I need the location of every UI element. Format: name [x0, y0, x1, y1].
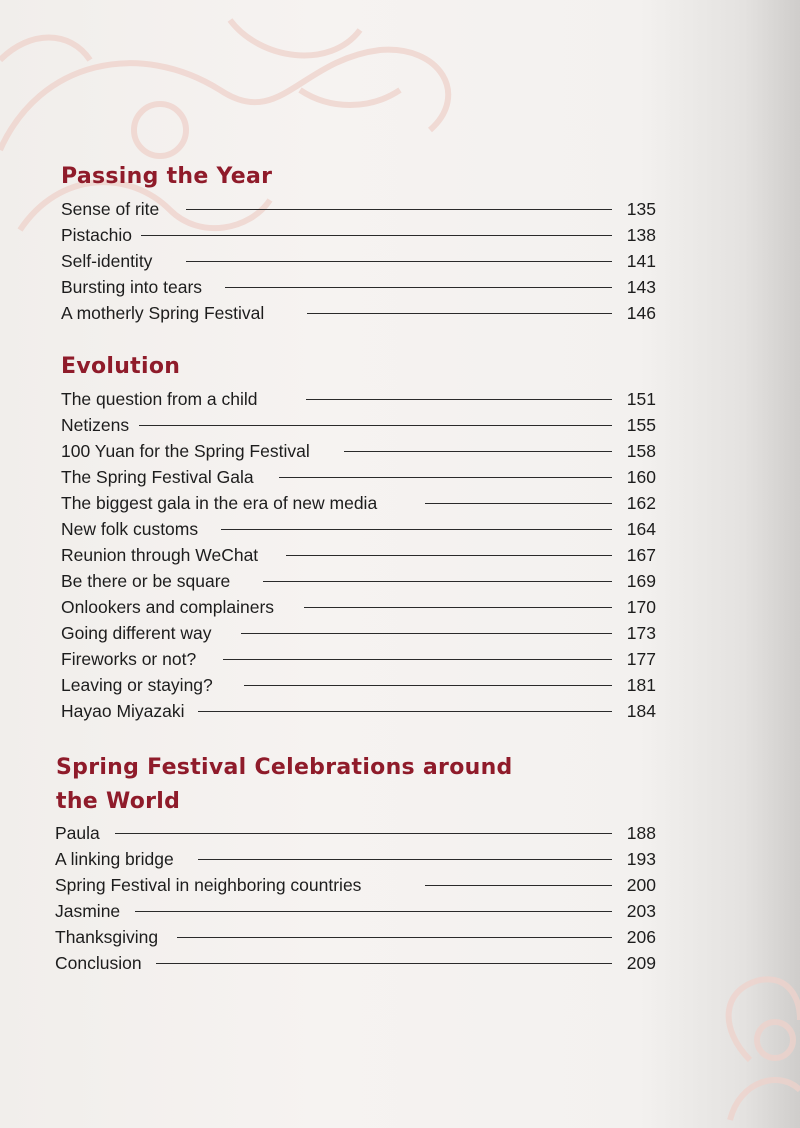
entry-page: 151: [626, 389, 656, 409]
toc-entry[interactable]: [61, 646, 656, 672]
toc-entry[interactable]: [61, 248, 656, 274]
entry-page: 135: [626, 199, 656, 219]
entry-page: 138: [626, 225, 656, 245]
toc-entry[interactable]: [61, 516, 656, 542]
toc-entry[interactable]: [61, 196, 656, 222]
toc-entry[interactable]: [61, 698, 656, 724]
entry-title: Conclusion: [55, 953, 142, 973]
toc-entry[interactable]: [61, 594, 656, 620]
entry-title: Self-identity: [61, 251, 153, 271]
entry-page: 169: [626, 571, 656, 591]
entry-page: 155: [626, 415, 656, 435]
entry-page: 193: [626, 849, 656, 869]
leader-line: [344, 451, 612, 452]
entry-title: Onlookers and complainers: [61, 597, 275, 617]
toc-entry[interactable]: [55, 924, 656, 950]
toc-entry[interactable]: [55, 950, 656, 976]
entry-title: Fireworks or not?: [61, 649, 197, 669]
entry-page: 170: [626, 597, 656, 617]
leader-line: [304, 607, 612, 608]
toc-entry[interactable]: [61, 490, 656, 516]
entry-page: 164: [626, 519, 656, 539]
entry-page: 181: [626, 675, 656, 695]
section-title-line: Spring Festival Celebrations around: [56, 755, 513, 780]
entry-page: 158: [626, 441, 656, 461]
toc-entry[interactable]: [61, 222, 656, 248]
leader-line: [221, 529, 612, 530]
toc-entry[interactable]: [61, 672, 656, 698]
leader-line: [306, 399, 612, 400]
toc-entry[interactable]: [55, 872, 656, 898]
section-title-world-celebrations: [56, 751, 513, 819]
leader-line: [244, 685, 612, 686]
toc-entry[interactable]: [61, 620, 656, 646]
leader-line: [263, 581, 612, 582]
leader-line: [198, 859, 612, 860]
toc-entry[interactable]: [61, 300, 656, 326]
leader-line: [156, 963, 612, 964]
entry-page: 200: [626, 875, 656, 895]
entry-title: Be there or be square: [61, 571, 231, 591]
entry-title: The question from a child: [61, 389, 258, 409]
entry-title: Hayao Miyazaki: [61, 701, 185, 721]
leader-line: [186, 209, 612, 210]
entry-title: Going different way: [61, 623, 212, 643]
entry-page: 162: [626, 493, 656, 513]
leader-line: [115, 833, 612, 834]
leader-line: [223, 659, 612, 660]
section-title-line: the World: [56, 789, 181, 814]
entry-title: Thanksgiving: [55, 927, 159, 947]
toc-entry[interactable]: [55, 820, 656, 846]
leader-line: [186, 261, 612, 262]
toc-entry[interactable]: [55, 898, 656, 924]
entry-title: The biggest gala in the era of new media: [61, 493, 378, 513]
entry-title: 100 Yuan for the Spring Festival: [61, 441, 310, 461]
entry-title: Paula: [55, 823, 100, 843]
leader-line: [241, 633, 612, 634]
entry-title: Pistachio: [61, 225, 133, 245]
entry-title: Reunion through WeChat: [61, 545, 259, 565]
leader-line: [177, 937, 612, 938]
leader-line: [425, 885, 612, 886]
toc-entry[interactable]: [55, 846, 656, 872]
leader-line: [279, 477, 612, 478]
entry-title: A linking bridge: [55, 849, 174, 869]
section-title-line: Passing the Year: [61, 164, 273, 189]
leader-line: [307, 313, 612, 314]
toc-entry[interactable]: [61, 438, 656, 464]
leader-line: [198, 711, 612, 712]
section-title-passing-the-year: [61, 160, 272, 194]
entry-title: The Spring Festival Gala: [61, 467, 254, 487]
entry-page: 141: [626, 251, 656, 271]
leader-line: [425, 503, 612, 504]
entry-title: Jasmine: [55, 901, 121, 921]
entry-title: Sense of rite: [61, 199, 160, 219]
section-title-line: Evolution: [61, 354, 181, 379]
toc-entry[interactable]: [61, 464, 656, 490]
entry-title: A motherly Spring Festival: [61, 303, 265, 323]
entry-page: 177: [626, 649, 656, 669]
entry-page: 160: [626, 467, 656, 487]
entry-page: 173: [626, 623, 656, 643]
entry-page: 203: [626, 901, 656, 921]
entry-title: Leaving or staying?: [61, 675, 213, 695]
entry-title: Bursting into tears: [61, 277, 203, 297]
entry-page: 188: [626, 823, 656, 843]
entry-title: Netizens: [61, 415, 130, 435]
leader-line: [225, 287, 612, 288]
entry-title: New folk customs: [61, 519, 199, 539]
entry-page: 146: [626, 303, 656, 323]
toc-entry[interactable]: [61, 542, 656, 568]
entry-title: Spring Festival in neighboring countries: [55, 875, 362, 895]
entry-page: 143: [626, 277, 656, 297]
toc-entry[interactable]: [61, 274, 656, 300]
toc-entry[interactable]: [61, 412, 656, 438]
leader-line: [139, 425, 612, 426]
section-title-evolution: [61, 350, 180, 384]
entry-page: 184: [626, 701, 656, 721]
toc-entry[interactable]: [61, 386, 656, 412]
leader-line: [286, 555, 612, 556]
leader-line: [135, 911, 612, 912]
entry-page: 209: [626, 953, 656, 973]
leader-line: [141, 235, 612, 236]
entry-page: 206: [626, 927, 656, 947]
entry-page: 167: [626, 545, 656, 565]
toc-entry[interactable]: [61, 568, 656, 594]
